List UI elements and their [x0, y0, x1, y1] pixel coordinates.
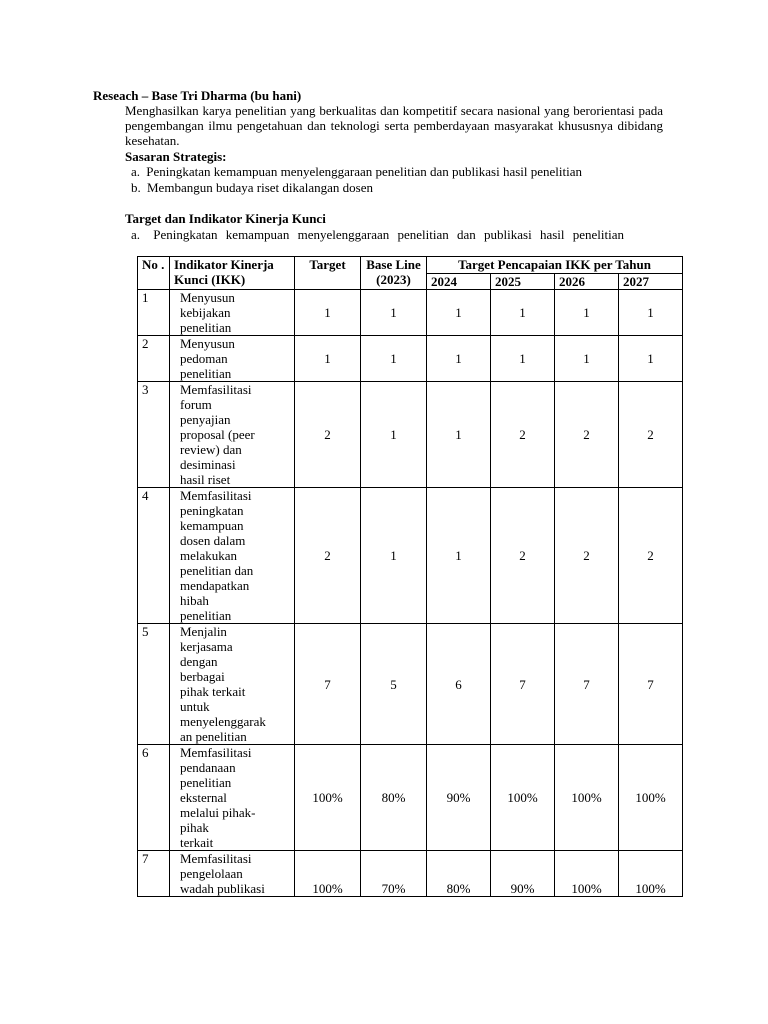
table-row — [138, 624, 683, 745]
list-marker: b. — [131, 180, 141, 195]
cell-target: 2 — [295, 382, 361, 488]
table-row — [138, 745, 683, 851]
sasaran-item-text: Peningkatan kemampuan menyelenggaraan penelitian dan publikasi hasil penelitian — [146, 164, 583, 179]
indikator-text: Menjalin kerjasama dengan berbagai pihak terkait untuk menyelenggarak an penelitian — [180, 624, 266, 744]
cell-2026: 2 — [555, 382, 619, 488]
header-year-2025: 2025 — [491, 274, 555, 290]
cell-baseline: 1 — [361, 488, 427, 624]
cell-2026: 2 — [555, 488, 619, 624]
cell-2025: 90% — [491, 851, 555, 897]
cell-2025: 2 — [491, 488, 555, 624]
cell-2027: 1 — [619, 336, 683, 382]
cell-2027: 2 — [619, 382, 683, 488]
cell-no: 6 — [138, 745, 170, 851]
cell-2026: 1 — [555, 290, 619, 336]
cell-2027: 1 — [619, 290, 683, 336]
sasaran-item-b — [131, 180, 373, 195]
header-target: Target — [295, 257, 361, 290]
cell-2024: 1 — [427, 336, 491, 382]
cell-indikator — [170, 624, 295, 745]
cell-2027: 100% — [619, 851, 683, 897]
indikator-text: Memfasilitasi pengelolaan wadah publikasi — [180, 851, 265, 896]
cell-2026: 1 — [555, 336, 619, 382]
table-row — [138, 382, 683, 488]
cell-2025: 1 — [491, 290, 555, 336]
table-row — [138, 290, 683, 336]
ikk-table — [137, 256, 683, 897]
cell-no: 3 — [138, 382, 170, 488]
cell-target: 100% — [295, 745, 361, 851]
sasaran-item-a — [131, 164, 582, 179]
indikator-text: Memfasilitasi pendanaan penelitian eksternal melalui pihak- pihak terkait — [180, 745, 256, 850]
cell-baseline: 1 — [361, 290, 427, 336]
cell-baseline: 1 — [361, 336, 427, 382]
cell-2027: 7 — [619, 624, 683, 745]
header-indikator: Indikator Kinerja Kunci (IKK) — [170, 257, 295, 290]
cell-target: 1 — [295, 290, 361, 336]
cell-indikator — [170, 488, 295, 624]
target-section-title: Target dan Indikator Kinerja Kunci — [125, 211, 326, 226]
cell-2024: 1 — [427, 290, 491, 336]
cell-2024: 1 — [427, 382, 491, 488]
cell-2027: 100% — [619, 745, 683, 851]
cell-2026: 100% — [555, 745, 619, 851]
table-row — [138, 336, 683, 382]
list-marker: a. — [131, 164, 141, 179]
cell-baseline: 1 — [361, 382, 427, 488]
table-row — [138, 851, 683, 897]
cell-indikator — [170, 336, 295, 382]
intro-paragraph: Menghasilkan karya penelitian yang berkualitas dan kompetitif secara nasional yang berorientasi pada pengembangan ilmu pengetahuan dan teknologi serta pemberdayaan masyarakat khususnya dibidang kesehatan. — [125, 103, 663, 148]
cell-target: 100% — [295, 851, 361, 897]
cell-indikator — [170, 290, 295, 336]
cell-baseline: 70% — [361, 851, 427, 897]
cell-2026: 100% — [555, 851, 619, 897]
header-no: No . — [138, 257, 170, 290]
cell-no: 7 — [138, 851, 170, 897]
cell-2024: 6 — [427, 624, 491, 745]
cell-no: 5 — [138, 624, 170, 745]
cell-2025: 100% — [491, 745, 555, 851]
cell-target: 2 — [295, 488, 361, 624]
table-row — [138, 488, 683, 624]
cell-baseline: 5 — [361, 624, 427, 745]
cell-indikator — [170, 745, 295, 851]
list-marker: a. — [131, 227, 141, 242]
cell-2025: 7 — [491, 624, 555, 745]
indikator-text: Menyusun kebijakan penelitian — [180, 290, 235, 335]
header-baseline: Base Line (2023) — [361, 257, 427, 290]
cell-2026: 7 — [555, 624, 619, 745]
sasaran-title: Sasaran Strategis: — [125, 149, 227, 164]
cell-2024: 1 — [427, 488, 491, 624]
header-year-2026: 2026 — [555, 274, 619, 290]
cell-no: 4 — [138, 488, 170, 624]
indikator-text: Memfasilitasi forum penyajian proposal (peer review) dan desiminasi hasil riset — [180, 382, 255, 487]
header-target-pencapaian: Target Pencapaian IKK per Tahun — [427, 257, 683, 274]
header-year-2027: 2027 — [619, 274, 683, 290]
cell-no: 1 — [138, 290, 170, 336]
indikator-text: Menyusun pedoman penelitian — [180, 336, 235, 381]
cell-baseline: 80% — [361, 745, 427, 851]
page-heading: Reseach – Base Tri Dharma (bu hani) — [93, 88, 302, 103]
cell-indikator — [170, 851, 295, 897]
cell-2024: 80% — [427, 851, 491, 897]
cell-indikator — [170, 382, 295, 488]
indikator-text: Memfasilitasi peningkatan kemampuan dosen dalam melakukan penelitian dan mendapatkan hibah penelitian — [180, 488, 254, 623]
cell-2025: 2 — [491, 382, 555, 488]
cell-2024: 90% — [427, 745, 491, 851]
sasaran-item-text: Membangun budaya riset dikalangan dosen — [147, 180, 373, 195]
cell-2027: 2 — [619, 488, 683, 624]
cell-2025: 1 — [491, 336, 555, 382]
cell-no: 2 — [138, 336, 170, 382]
target-section-item — [131, 227, 663, 242]
header-year-2024: 2024 — [427, 274, 491, 290]
cell-target: 1 — [295, 336, 361, 382]
cell-target: 7 — [295, 624, 361, 745]
target-item-text: Peningkatan kemampuan menyelenggaraan penelitian dan publikasi hasil penelitian — [153, 227, 625, 242]
